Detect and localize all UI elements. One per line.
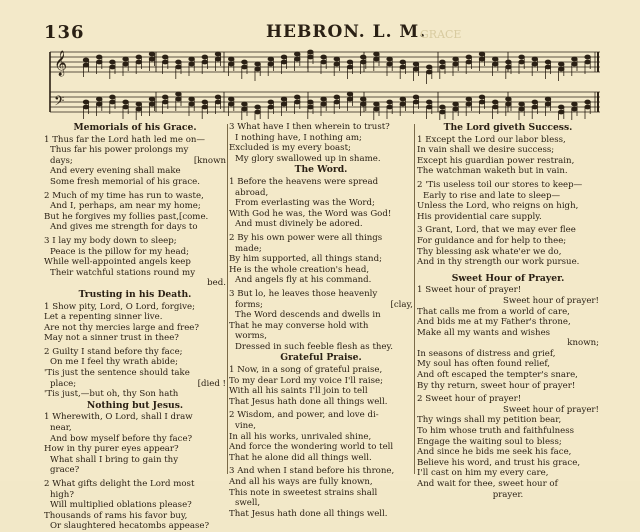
note-head	[255, 62, 261, 66]
note-head	[242, 65, 248, 69]
verse-line: Will multiplied oblations please?	[50, 500, 192, 511]
verse-line: [died !	[197, 378, 226, 389]
verse-line: 2 Guilty I stand before thy face;	[44, 346, 183, 357]
note-head	[466, 60, 472, 64]
verse-line: 1 Except the Lord our labor bless,	[417, 134, 566, 145]
note-head	[558, 110, 564, 114]
note-head	[189, 57, 195, 61]
note-head	[360, 97, 366, 101]
note-head	[453, 62, 459, 66]
verse-line: 1 Sweet hour of prayer!	[417, 285, 522, 296]
note-head	[347, 65, 353, 69]
note-head	[149, 57, 155, 61]
note-head	[110, 65, 116, 69]
note-head	[558, 105, 564, 109]
note-head	[202, 100, 208, 104]
note-head	[532, 62, 538, 66]
note-head	[374, 102, 380, 106]
hymn-heading: Trusting in his Death.	[78, 288, 192, 300]
verse-line: Let a repenting sinner live.	[44, 312, 163, 323]
note-head	[519, 102, 525, 106]
note-head	[228, 97, 234, 101]
note-head	[532, 100, 538, 104]
verse-line: swell,	[235, 498, 261, 509]
note-head	[492, 105, 498, 109]
note-head	[255, 110, 261, 114]
note-head	[426, 105, 432, 109]
verse-line: forms;	[235, 299, 263, 310]
note-head	[281, 55, 287, 59]
note-head	[149, 97, 155, 101]
note-head	[242, 60, 248, 64]
verse-line: Engage the waiting soul to bless;	[417, 436, 562, 447]
note-head	[506, 60, 512, 64]
verse-line: And in thy strength our work pursue.	[417, 257, 580, 268]
verse-line: high?	[50, 489, 74, 500]
verse-line: That he may converse hold with	[229, 320, 369, 331]
note-head	[585, 60, 591, 64]
note-head	[321, 97, 327, 101]
verse-line: Some fresh memorial of his grace.	[50, 176, 200, 187]
verse-line: And since he bids me seek his face,	[417, 447, 572, 458]
verse-line: Early to rise and late to sleep—	[423, 190, 561, 201]
note-head	[519, 107, 525, 111]
note-head	[149, 102, 155, 106]
note-head	[162, 100, 168, 104]
note-head	[96, 97, 102, 101]
note-head	[374, 52, 380, 56]
note-head	[308, 50, 314, 54]
note-head	[466, 55, 472, 59]
verse-line: Their watchful stations round my	[50, 267, 196, 278]
note-head	[545, 60, 551, 64]
hymn-column-2	[229, 122, 413, 519]
verse-line: Peace is the pillow for my head;	[50, 246, 190, 257]
note-head	[440, 105, 446, 109]
verse-line: made;	[235, 243, 262, 254]
note-head	[347, 60, 353, 64]
note-head	[413, 67, 419, 71]
note-head	[492, 62, 498, 66]
hymn-heading: Grateful Praise.	[280, 352, 362, 364]
verse-line: 2 'Tis useless toil our stores to keep—	[417, 179, 583, 190]
note-head	[466, 97, 472, 101]
verse-line: prayer.	[492, 489, 524, 500]
verse-line: [known	[193, 155, 226, 166]
hymn-column-3	[417, 122, 599, 500]
note-head	[413, 95, 419, 99]
verse-line: grace?	[50, 465, 80, 476]
note-head	[294, 52, 300, 56]
verse-line: Sweet hour of prayer!	[502, 404, 599, 415]
verse-line: 2 What gifts delight the Lord most	[44, 479, 195, 489]
verse-line: And I, perhaps, am near my home;	[50, 201, 201, 212]
note-head	[255, 105, 261, 109]
verse-line: I'll cast on him my every care,	[417, 468, 549, 479]
verse-line: To him whose truth and faithfulness	[417, 426, 575, 437]
verse-line: worms,	[235, 331, 267, 342]
note-head	[136, 60, 142, 64]
note-head	[334, 57, 340, 61]
bass-clef-icon: 𝄢	[54, 93, 65, 112]
note-head	[558, 67, 564, 71]
note-head	[189, 102, 195, 106]
note-head	[189, 97, 195, 101]
verse-line: 2 Sweet hour of prayer!	[417, 394, 522, 405]
note-head	[479, 52, 485, 56]
note-head	[110, 100, 116, 104]
verse-line: 3 Grant, Lord, that we may ever flee	[417, 225, 576, 236]
verse-line: In seasons of distress and grief,	[417, 348, 556, 359]
hymn-heading: Nothing but Jesus.	[86, 399, 184, 411]
note-head	[215, 95, 221, 99]
verse-line: In vain shall we desire success;	[417, 145, 555, 156]
verse-line: Unless the Lord, who reigns on high,	[417, 201, 579, 212]
note-head	[202, 55, 208, 59]
note-head	[440, 110, 446, 114]
note-head	[572, 102, 578, 106]
tune-title: HEBRON. L. M.	[266, 22, 427, 42]
note-head	[334, 95, 340, 99]
verse-line: bed.	[207, 278, 226, 289]
verse-line: But he forgives my follies past,[come.	[44, 211, 209, 222]
bleed-through-text: GRACE	[420, 28, 462, 41]
verse-line: And bids me at my Father's throne,	[417, 317, 571, 328]
note-head	[334, 100, 340, 104]
note-head	[387, 105, 393, 109]
note-head	[321, 102, 327, 106]
note-head	[506, 102, 512, 106]
hymn-heading: The Lord giveth Success.	[443, 122, 573, 133]
verse-line: By him supported, all things stand;	[229, 254, 382, 265]
verse-line: And all his ways are fully known,	[229, 477, 373, 487]
note-head	[215, 100, 221, 104]
note-head	[123, 57, 129, 61]
verse-line: He is the whole creation's head,	[229, 264, 370, 275]
note-head	[228, 57, 234, 61]
note-head	[532, 105, 538, 109]
verse-line: Thy wings shall my petition bear,	[417, 415, 562, 426]
verse-line: Thy blessing ask whate'er we do,	[417, 246, 562, 257]
verse-line: [clay,	[390, 299, 413, 310]
note-head	[110, 60, 116, 64]
note-head	[453, 57, 459, 61]
verse-line: 'Tis just,—but oh, thy Son hath	[44, 389, 179, 400]
note-head	[110, 95, 116, 99]
verse-line: The Word descends and dwells in	[235, 310, 381, 321]
note-heads	[83, 50, 590, 120]
verse-line: known;	[567, 338, 599, 349]
note-head	[506, 65, 512, 69]
note-head	[374, 57, 380, 61]
verse-line: Or slaughtered hecatombs appease?	[50, 521, 210, 532]
note-head	[466, 102, 472, 106]
verse-line: With all his saints I'll join to tell	[229, 386, 368, 397]
note-head	[96, 102, 102, 106]
verse-line: That he alone did all things well.	[229, 452, 372, 463]
note-head	[202, 60, 208, 64]
note-head	[545, 102, 551, 106]
verse-line: And gives me strength for days to	[50, 222, 198, 233]
verse-line: My glory swallowed up in shame.	[235, 153, 381, 164]
note-head	[506, 97, 512, 101]
verse-line: While well-appointed angels keep	[44, 257, 191, 268]
note-head	[176, 97, 182, 101]
note-head	[572, 62, 578, 66]
note-head	[189, 62, 195, 66]
note-head	[387, 62, 393, 66]
verse-line: That Jesus hath done all things well.	[229, 396, 388, 407]
verse-line: My soul has often found relief,	[417, 359, 550, 370]
note-head	[492, 57, 498, 61]
note-head	[545, 65, 551, 69]
note-head	[519, 55, 525, 59]
note-head	[479, 100, 485, 104]
note-head	[228, 62, 234, 66]
verse-line: 1 Thus far the Lord hath led me on—	[44, 134, 206, 145]
verse-line: In all his works, unrivaled shine,	[229, 431, 372, 442]
note-head	[453, 107, 459, 111]
music-staff-notation	[46, 46, 600, 120]
note-head	[281, 60, 287, 64]
note-head	[149, 52, 155, 56]
note-head	[242, 102, 248, 106]
note-head	[176, 65, 182, 69]
note-head	[387, 100, 393, 104]
verse-line: By thy return, sweet hour of prayer!	[417, 380, 576, 391]
note-head	[572, 107, 578, 111]
verse-line: I nothing have, I nothing am;	[235, 132, 362, 143]
note-head	[360, 102, 366, 106]
note-head	[294, 100, 300, 104]
note-head	[96, 55, 102, 59]
note-head	[215, 52, 221, 56]
verse-line: His providential care supply.	[417, 211, 542, 222]
verse-line: And wait for thee, sweet hour of	[417, 479, 558, 489]
note-head	[360, 60, 366, 64]
note-head	[242, 107, 248, 111]
note-head	[123, 62, 129, 66]
verse-line: For guidance and for help to thee;	[417, 235, 567, 246]
verse-line: Except his guardian power restrain,	[417, 155, 575, 166]
note-head	[347, 92, 353, 96]
note-head	[123, 105, 129, 109]
note-head	[453, 102, 459, 106]
verse-line: With God he was, the Word was God!	[229, 208, 392, 219]
verse-line: On me I feel thy wrath abide;	[50, 357, 178, 368]
verse-line: And must divinely be adored.	[235, 219, 363, 230]
verse-line: 1 Now, in a song of grateful praise,	[229, 365, 383, 376]
note-head	[83, 100, 89, 104]
note-head	[268, 105, 274, 109]
note-head	[387, 57, 393, 61]
note-head	[96, 60, 102, 64]
note-head	[215, 57, 221, 61]
verse-line: Sweet hour of prayer!	[502, 295, 599, 306]
note-head	[136, 102, 142, 106]
column-divider	[414, 124, 415, 474]
verse-line: abroad,	[235, 187, 269, 198]
note-head	[162, 60, 168, 64]
note-head	[532, 57, 538, 61]
note-head	[413, 100, 419, 104]
note-head	[321, 55, 327, 59]
verse-line: The watchman waketh but in vain.	[417, 166, 568, 177]
note-head	[123, 100, 129, 104]
verse-line: Excluded is my every boast;	[229, 143, 351, 154]
note-head	[426, 100, 432, 104]
verse-line: How in thy purer eyes appear?	[44, 444, 179, 455]
verse-line: Make all my wants and wishes	[417, 327, 551, 338]
note-head	[400, 65, 406, 69]
note-head	[83, 105, 89, 109]
verse-line: And oft escaped the tempter's snare,	[417, 370, 578, 381]
note-head	[268, 100, 274, 104]
note-head	[202, 105, 208, 109]
note-head	[374, 107, 380, 111]
note-head	[136, 107, 142, 111]
note-head	[281, 97, 287, 101]
hymn-column-1	[44, 122, 226, 532]
verse-line: 3 What have I then wherein to trust?	[229, 122, 390, 132]
verse-line: To my dear Lord my voice I'll raise;	[229, 375, 383, 386]
verse-line: Believe his word, and trust his grace,	[417, 457, 581, 468]
note-head	[162, 95, 168, 99]
note-head	[492, 100, 498, 104]
note-head	[334, 62, 340, 66]
verse-line: And every evening shall make	[50, 166, 181, 177]
verse-line: vine,	[235, 421, 256, 432]
verse-line: Thus far his power prolongs my	[50, 145, 189, 156]
note-head	[545, 97, 551, 101]
note-head	[400, 102, 406, 106]
verse-line: 3 I lay my body down to sleep;	[44, 235, 177, 246]
note-head	[440, 65, 446, 69]
note-head	[585, 55, 591, 59]
note-head	[413, 62, 419, 66]
verse-line: 2 Much of my time has run to waste,	[44, 190, 204, 201]
note-head	[83, 63, 89, 67]
verse-line: place;	[50, 378, 77, 389]
verse-line: Dressed in such feeble flesh as they.	[235, 341, 393, 352]
verse-line: 'Tis just the sentence should take	[44, 368, 190, 379]
hymn-heading: The Word.	[294, 164, 348, 176]
note-head	[308, 100, 314, 104]
verse-line: What shall I bring to gain thy	[50, 454, 179, 465]
hymn-heading: Memorials of his Grace.	[73, 122, 197, 133]
verse-line: And force the wondering world to tell	[229, 442, 394, 453]
note-head	[585, 105, 591, 109]
note-head	[400, 97, 406, 101]
note-head	[136, 55, 142, 59]
verse-line: From everlasting was the Word;	[235, 198, 375, 209]
verse-line: And angels fly at his command.	[235, 275, 372, 286]
note-head	[268, 57, 274, 61]
note-head	[228, 102, 234, 106]
note-head	[83, 58, 89, 62]
verse-line: 3 But lo, he leaves those heavenly	[229, 288, 378, 299]
hymn-heading: Sweet Hour of Prayer.	[451, 272, 565, 284]
verse-line: This note in sweetest strains shall	[229, 487, 378, 498]
note-head	[400, 60, 406, 64]
note-head	[162, 55, 168, 59]
verse-line: 2 By his own power were all things	[229, 232, 383, 243]
page-number: 136	[44, 22, 85, 43]
note-head	[294, 57, 300, 61]
verse-line: May not a sinner trust in thee?	[44, 333, 179, 344]
verse-line: Thousands of rams his favor buy,	[44, 510, 188, 521]
note-head	[281, 102, 287, 106]
note-head	[255, 67, 261, 71]
note-head	[347, 97, 353, 101]
verse-line: near,	[50, 423, 72, 434]
note-head	[294, 95, 300, 99]
note-head	[558, 62, 564, 66]
treble-clef-icon: 𝄞	[54, 51, 68, 76]
column-divider	[227, 124, 228, 474]
note-head	[321, 60, 327, 64]
verse-line: Are not thy mercies large and free?	[44, 322, 199, 333]
verse-line: That calls me from a world of care,	[417, 306, 570, 317]
note-head	[426, 70, 432, 74]
verse-line: 1 Show pity, Lord, O Lord, forgive;	[44, 301, 195, 312]
note-head	[176, 60, 182, 64]
verse-line: 1 Wherewith, O Lord, shall I draw	[44, 412, 193, 423]
note-head	[479, 95, 485, 99]
note-head	[440, 60, 446, 64]
verse-line: 1 Before the heavens were spread	[229, 176, 379, 187]
verse-line: days;	[50, 155, 73, 166]
verse-line: That Jesus hath done all things well.	[229, 508, 388, 519]
verse-line: 3 And when I stand before his throne,	[229, 466, 395, 477]
note-head	[308, 55, 314, 59]
note-head	[176, 92, 182, 96]
note-head	[426, 65, 432, 69]
note-head	[572, 57, 578, 61]
note-head	[360, 55, 366, 59]
note-head	[519, 60, 525, 64]
verse-line: 2 Wisdom, and power, and love di-	[229, 410, 379, 421]
verse-line: And bow myself before thy face?	[50, 433, 193, 444]
note-head	[585, 100, 591, 104]
note-head	[308, 105, 314, 109]
note-head	[479, 57, 485, 61]
note-head	[268, 62, 274, 66]
